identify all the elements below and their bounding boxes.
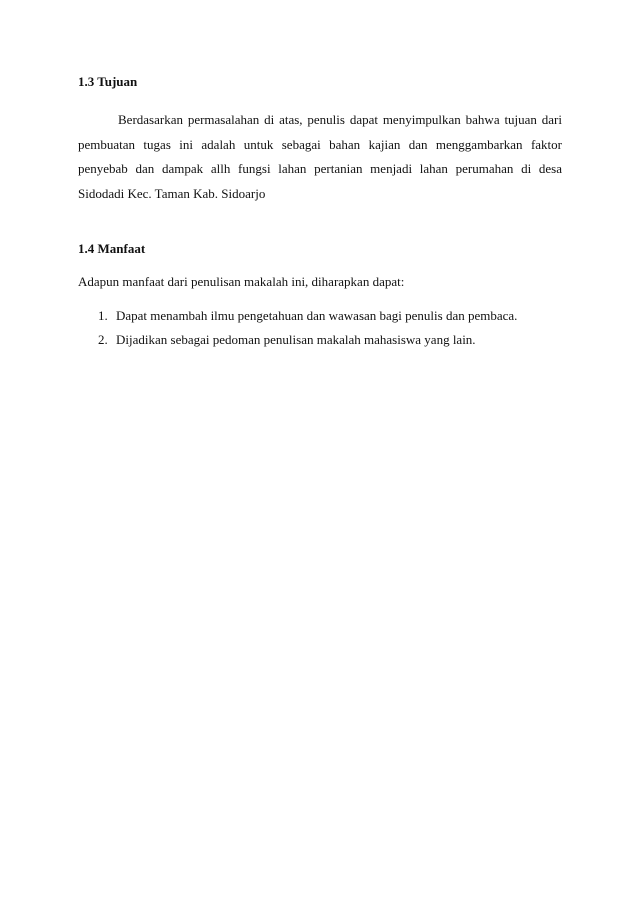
list-marker: 2. xyxy=(98,332,108,347)
list-marker: 1. xyxy=(98,308,108,323)
list-item-text: Dapat menambah ilmu pengetahuan dan wawasan bagi penulis dan pembaca. xyxy=(116,308,518,323)
section-heading-tujuan: 1.3 Tujuan xyxy=(78,74,138,89)
list-item xyxy=(98,308,517,332)
tujuan-paragraph: Berdasarkan permasalahan di atas, penulis dapat menyimpulkan bahwa tujuan dari pembuatan tugas ini adalah untuk sebagai bahan kajian dan menggambarkan faktor penyebab dan dampak allh fungsi lahan pertanian menjadi lahan perumahan di desa Sidodadi Kec. Taman Kab. Sidoarjo xyxy=(78,112,562,201)
section-heading-manfaat: 1.4 Manfaat xyxy=(78,241,146,256)
manfaat-intro: Adapun manfaat dari penulisan makalah ini, diharapkan dapat: xyxy=(78,274,405,289)
list-item-text: Dijadikan sebagai pedoman penulisan makalah mahasiswa yang lain. xyxy=(116,332,476,347)
manfaat-list xyxy=(98,308,517,356)
list-item xyxy=(98,332,517,356)
